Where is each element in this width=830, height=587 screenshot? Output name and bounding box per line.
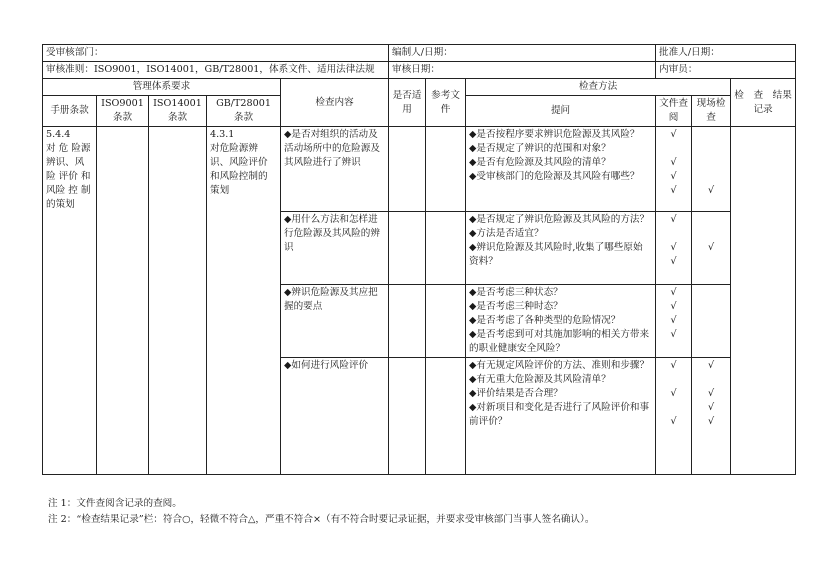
- site-check-cell: [692, 358, 731, 475]
- doc-check-mark: √: [670, 129, 677, 140]
- site-check-mark: [695, 156, 727, 170]
- ref-doc-cell: [426, 358, 466, 475]
- doc-check-mark: √: [670, 287, 677, 298]
- question-item: ◆受审核部门的危险源及其风险有哪些？: [469, 171, 640, 182]
- doc-check-mark: √: [670, 214, 677, 225]
- site-check-mark: √: [707, 185, 715, 196]
- manual-clause-header: 手册条款: [43, 96, 97, 127]
- gbt28001-cell: 4.3.1 对危险源辨识、风险评价和风险控制的策划: [207, 127, 281, 475]
- doc-review-cell: [656, 358, 692, 475]
- question-item: ◆方法是否适宜？: [469, 228, 544, 239]
- mgmt-req-header: 管理体系要求: [43, 79, 281, 96]
- content-header: 检查内容: [281, 79, 389, 127]
- dept-label: 受审核部门：: [43, 45, 389, 62]
- doc-check-mark: [659, 401, 688, 415]
- site-check-cell: [692, 212, 731, 285]
- checklist-table: [42, 44, 796, 475]
- question-item: ◆是否考虑了各种类型的危险情况？: [469, 315, 621, 326]
- site-check-mark: [695, 286, 727, 300]
- site-check-mark: √: [707, 416, 715, 427]
- question-item: ◆评价结果是否合理？: [469, 388, 563, 399]
- question-item: ◆是否考虑到可对其施加影响的相关方带来的职业健康安全风险？: [469, 329, 650, 354]
- site-check-cell: [692, 285, 731, 358]
- doc-check-mark: √: [670, 242, 677, 253]
- group-row: [43, 127, 796, 212]
- doc-check-mark: √: [670, 315, 677, 326]
- criteria-label: 审核准则：ISO9001，ISO14001，GB/T28001，体系文件、适用法律法规: [43, 62, 389, 79]
- site-check-mark: √: [707, 360, 715, 371]
- ref-doc-cell: [426, 285, 466, 358]
- result-cell: [731, 127, 796, 475]
- site-check-mark: √: [707, 388, 715, 399]
- site-check-mark: √: [707, 402, 715, 413]
- question-item: ◆是否考虑三种状态？: [469, 287, 563, 298]
- ref-doc-cell: [426, 212, 466, 285]
- content-cell: ◆用什么方法和怎样进行危险源及其风险的辨识: [281, 212, 389, 285]
- doc-check-mark: √: [670, 157, 677, 168]
- column-header-row-1: [43, 79, 796, 96]
- doc-check-mark: √: [670, 329, 677, 340]
- site-check-mark: [695, 300, 727, 314]
- result-header: 检 查 结果记录: [731, 79, 796, 127]
- site-check-cell: [692, 127, 731, 212]
- doc-review-header: 文件查阅: [656, 96, 692, 127]
- site-check-mark: [695, 314, 727, 328]
- editor-label: 编制人/日期：: [389, 45, 656, 62]
- applicable-cell: [389, 358, 426, 475]
- question-header: 提问: [466, 96, 656, 127]
- doc-review-cell: [656, 127, 692, 212]
- approver-label: 批准人/日期：: [656, 45, 796, 62]
- question-item: ◆是否规定了辨识危险源及其风险的方法？: [469, 214, 650, 225]
- content-cell: ◆如何进行风险评价: [281, 358, 389, 475]
- iso14001-cell: [149, 127, 207, 475]
- question-cell: [466, 212, 656, 285]
- question-cell: [466, 358, 656, 475]
- applicable-cell: [389, 285, 426, 358]
- question-item: ◆是否规定了辨识的范围和对象？: [469, 143, 611, 154]
- site-check-mark: [695, 128, 727, 156]
- question-item: ◆是否考虑三种时态？: [469, 301, 563, 312]
- ref-doc-cell: [426, 127, 466, 212]
- site-check-mark: √: [707, 242, 715, 253]
- doc-check-mark: √: [670, 416, 677, 427]
- doc-check-mark: √: [670, 185, 677, 196]
- question-cell: [466, 285, 656, 358]
- manual-clause-cell: 5.4.4 对 危 险源辨识、风 险 评价 和 风险 控 制的策划: [43, 127, 97, 475]
- note-2: 注 2：“检查结果记录”栏：符合○，轻微不符合△，严重不符合×（有不符合时要记录证据，并要求受审核部门当事人签名确认）。: [48, 514, 595, 525]
- question-item: ◆辨识危险源及其风险时,收集了哪些原始资料？: [469, 242, 643, 267]
- audit-checklist: [42, 44, 795, 475]
- header-row-2: [43, 62, 796, 79]
- iso9001-cell: [97, 127, 149, 475]
- site-check-mark: [695, 170, 727, 184]
- applicable-header: 是否适用: [389, 79, 426, 127]
- applicable-cell: [389, 212, 426, 285]
- doc-check-mark: √: [670, 171, 677, 182]
- doc-check-mark: √: [670, 388, 677, 399]
- doc-review-cell: [656, 212, 692, 285]
- iso14001-header: ISO14001条款: [149, 96, 207, 127]
- header-row-1: [43, 45, 796, 62]
- note-1: 注 1：文件查阅含记录的查阅。: [48, 498, 182, 509]
- question-cell: [466, 127, 656, 212]
- gbt28001-header: GB/T28001 条款: [207, 96, 281, 127]
- content-cell: ◆辨识危险源及其应把握的要点: [281, 285, 389, 358]
- footnotes: [48, 496, 594, 528]
- doc-review-cell: [656, 285, 692, 358]
- ref-doc-header: 参考文件: [426, 79, 466, 127]
- doc-check-mark: √: [670, 301, 677, 312]
- question-item: ◆有无规定风险评价的方法、准则和步骤？: [469, 360, 650, 371]
- question-item: ◆对新项目和变化是否进行了风险评价和事前评价？: [469, 402, 650, 427]
- question-item: ◆是否按程序要求辨识危险源及其风险？: [469, 129, 640, 140]
- question-item: ◆有无重大危险源及其风险清单？: [469, 374, 611, 385]
- site-check-header: 现场检查: [692, 96, 731, 127]
- method-header: 检查方法: [466, 79, 731, 96]
- question-item: ◆是否有危险源及其风险的清单？: [469, 157, 611, 168]
- auditor-label: 内审员：: [656, 62, 796, 79]
- doc-check-mark: √: [670, 360, 677, 371]
- content-cell: ◆是否对组织的活动及活动场所中的危险源及其风险进行了辨识: [281, 127, 389, 212]
- iso9001-header: ISO9001条款: [97, 96, 149, 127]
- applicable-cell: [389, 127, 426, 212]
- site-check-mark: [695, 213, 727, 241]
- audit-date-label: 审核日期：: [389, 62, 656, 79]
- doc-check-mark: √: [670, 256, 677, 267]
